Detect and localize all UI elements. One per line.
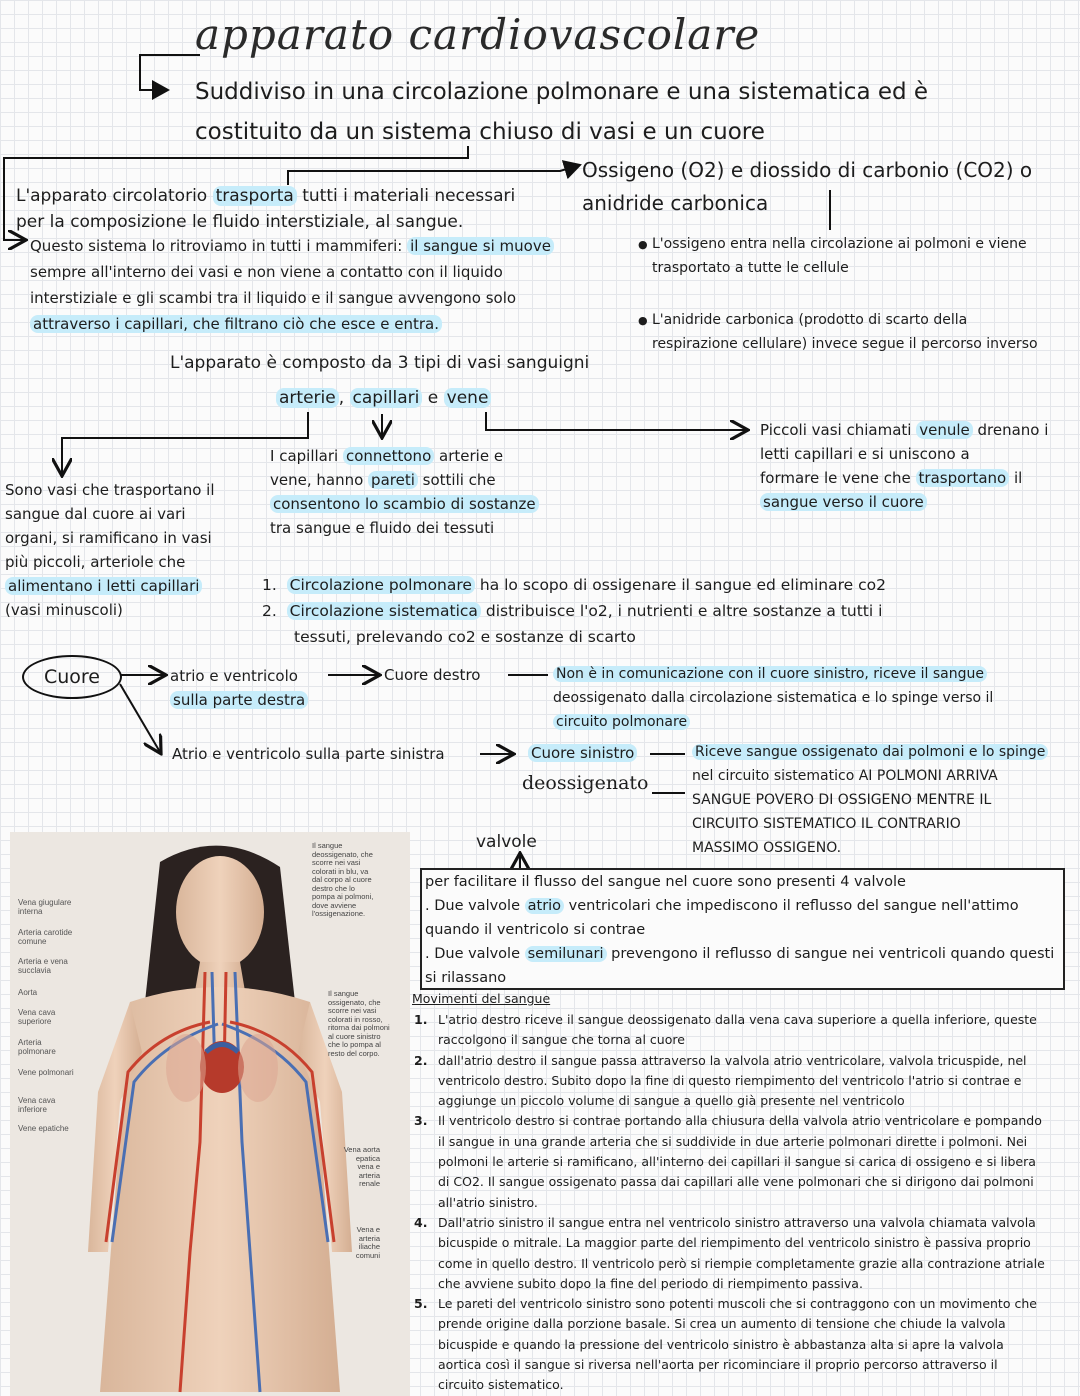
text-span: il xyxy=(1009,469,1023,487)
highlight-text: trasportano xyxy=(916,469,1010,487)
heart-left-side: Atrio e ventricolo sulla parte sinistra xyxy=(172,745,445,763)
text-line: sempre all'interno dei vasi e non viene a contatto con il liquido xyxy=(30,263,503,281)
text-span: , xyxy=(338,388,350,408)
anatomy-figure xyxy=(10,832,410,1396)
text-span: formare le vene che xyxy=(760,469,916,487)
step-number: 4. xyxy=(414,1214,428,1230)
step-line: bicuspide e quando la pressione del ventricolo sinistro è abbastanza alta si apre la valvola xyxy=(438,1336,1004,1352)
highlight-text: arterie xyxy=(276,388,339,408)
step-line: ventricolo destro. Subito dopo la fine di questo riempimento del ventricolo l'atrio si contrae e xyxy=(438,1072,1022,1088)
step-line: L'atrio destro riceve il sangue deossigenato dalla vena cava superiore a quella inferiore, queste xyxy=(438,1012,1037,1027)
step-line: che avviene subito dopo la fine del periodo di riempimento passiva. xyxy=(438,1275,863,1291)
heart-right-side xyxy=(170,664,308,712)
heart-label: Cuore xyxy=(43,666,101,688)
text-span: . Due valvole xyxy=(425,946,525,962)
step-line: Le pareti del ventricolo sinistro sono potenti muscoli che si contraggono con un movimento che xyxy=(438,1296,1037,1312)
figure-label: Vena giugulare interna xyxy=(18,898,72,916)
step-line: raccolgono il sangue che torna al cuore xyxy=(438,1032,685,1048)
figure-label: Vene polmonari xyxy=(18,1068,74,1077)
figure-label: Vena cava inferiore xyxy=(18,1096,56,1114)
highlight-text: pareti xyxy=(368,471,418,489)
highlight-text: attraverso i capillari, che filtrano ciò che esce e entra. xyxy=(30,315,442,333)
step-line: aggiunge un piccolo volume di sangue a quello già presente nel ventricolo xyxy=(438,1093,905,1109)
highlight-text: Cuore sinistro xyxy=(528,744,637,762)
movement-step xyxy=(414,1051,1064,1112)
page-title: apparato cardiovascolare xyxy=(195,10,761,59)
text-span: distribuisce l'o2, i nutrienti e altre sostanze a tutti i xyxy=(480,602,883,620)
text-line: CIRCUITO SISTEMATICO IL CONTRARIO xyxy=(692,816,961,832)
highlight-text: Non è in comunicazione con il cuore sinistro, riceve il sangue xyxy=(553,666,987,682)
text-line: atrio e ventricolo xyxy=(170,667,298,685)
figure-label: Vena e arteria iliache comuni xyxy=(355,1225,380,1260)
text-span: . Due valvole xyxy=(425,898,525,914)
arteries-description xyxy=(5,478,215,622)
highlight-text: trasporta xyxy=(213,186,297,206)
text-span: vene, hanno xyxy=(270,471,369,489)
figure-label: Arteria polmonare xyxy=(18,1038,56,1056)
text-line: organi, si ramificano in vasi xyxy=(5,529,212,547)
text-line: Sono vasi che trasportano il xyxy=(5,481,215,499)
step-line: prende origine dalla porzione basale. Si crea un aumento di tensione che chiude la valvola xyxy=(438,1316,1006,1332)
highlight-text: atrio xyxy=(525,898,564,914)
highlight-text: consentono lo scambio di sostanze xyxy=(270,495,539,513)
text-span: L'apparato circolatorio xyxy=(16,186,213,206)
highlight-text: sulla parte destra xyxy=(170,691,308,709)
step-number: 3. xyxy=(414,1113,428,1129)
movement-step xyxy=(414,1213,1064,1294)
text-span: e xyxy=(422,388,444,408)
text-line: nel circuito sistematico AI POLMONI ARRIVA xyxy=(692,768,998,784)
movement-step xyxy=(414,1294,1064,1395)
right-heart-description xyxy=(553,662,993,734)
text-line: MASSIMO OSSIGENO. xyxy=(692,840,842,856)
text-line: quando il ventricolo si contrae xyxy=(425,922,646,938)
oxygen-bullets xyxy=(652,232,1057,356)
text-span: I capillari xyxy=(270,447,343,465)
system-text xyxy=(30,233,554,337)
highlight-text: vene xyxy=(444,388,492,408)
step-line: come in quello destro. Il ventricolo però si riempie completamente grazie alla contrazione atriale xyxy=(438,1255,1045,1271)
figure-label: Arteria carotide comune xyxy=(18,928,73,946)
highlight-text: Riceve sangue ossigenato dai polmoni e lo spinge xyxy=(692,744,1048,760)
right-heart-label: Cuore destro xyxy=(384,666,481,684)
highlight-text: alimentano i letti capillari xyxy=(5,577,202,595)
highlight-text: connettono xyxy=(343,447,434,465)
text-span: prevengono il reflusso di sangue nei ventricoli quando questi xyxy=(606,946,1055,962)
highlight-text: sangue verso il cuore xyxy=(760,493,927,511)
text-span: tutti i materiali necessari xyxy=(296,186,516,206)
left-heart-description xyxy=(692,740,1048,860)
text-span: Questo sistema lo ritroviamo in tutti i mammiferi: xyxy=(30,237,408,255)
highlight-text: circuito polmonare xyxy=(553,714,690,730)
step-line: circuito sistematico. xyxy=(438,1377,564,1393)
step-line: all'atrio sinistro. xyxy=(438,1194,538,1210)
text-line: deossigenato dalla circolazione sistematica e lo spinge verso il xyxy=(553,690,994,706)
step-line: polmoni le arterie si ramificano, all'interno dei capillari il sangue si carica di ossigeno e si libera xyxy=(438,1154,1036,1170)
list-number: 1. xyxy=(262,576,277,594)
step-line: dall'atrio destro il sangue passa attraverso la valvola atrio ventricolare, valvola tricuspide, nel xyxy=(438,1052,1027,1068)
text-span: drenano i xyxy=(972,421,1049,439)
figure-label: Arteria e vena succlavia xyxy=(18,957,68,975)
text-line: per la composizione le fluido interstiziale, al sangue. xyxy=(16,212,464,232)
intro-line: costituito da un sistema chiuso di vasi e un cuore xyxy=(195,119,765,145)
valves-label: valvole xyxy=(476,832,537,852)
text-line: letti capillari e si uniscono a xyxy=(760,445,970,463)
step-line: il sangue in una grande arteria che si suddivide in due arterie polmonari dirette i polmoni. Nei xyxy=(438,1133,1028,1149)
text-line: (vasi minuscoli) xyxy=(5,601,123,619)
step-number: 1. xyxy=(414,1012,428,1027)
gas-line: Ossigeno (O2) e diossido di carbonio (CO2) o xyxy=(582,158,1033,182)
deoxygenated-label: deossigenato xyxy=(522,772,649,794)
text-line: sangue dal cuore ai vari xyxy=(5,505,186,523)
text-line: tessuti, prelevando co2 e sostanze di scarto xyxy=(294,628,636,646)
valves-box xyxy=(420,868,1065,990)
heart-oval xyxy=(22,655,122,699)
step-line: bicuspide o mitrale. La maggior parte del riempimento del ventricolo sinistro è passiva proprio xyxy=(438,1235,1031,1251)
text-span: arterie e xyxy=(434,447,504,465)
text-line: più piccoli, arteriole che xyxy=(5,553,186,571)
highlight-text: Circolazione polmonare xyxy=(287,576,475,594)
highlight-text: Circolazione sistematica xyxy=(287,602,481,620)
step-line: di CO2. Il sangue ossigenato passa dai capillari alle vene polmonari che si dirigono dai polmoni xyxy=(438,1174,1034,1190)
composed-text: L'apparato è composto da 3 tipi di vasi sanguigni xyxy=(170,353,590,373)
text-span: sottili che xyxy=(417,471,496,489)
highlight-text: capillari xyxy=(350,388,423,408)
vessel-types xyxy=(276,385,491,411)
text-span: ha lo scopo di ossigenare il sangue ed eliminare co2 xyxy=(474,576,886,594)
movements-list xyxy=(414,1010,1064,1396)
text-line: si rilassano xyxy=(425,970,507,986)
figure-caption-blue: Il sangue deossigenato, che scorre nei vasi colorati in blu, va dal corpo al cuore destro che lo pompa ai polmoni, dove avviene l'ossigenazione. xyxy=(312,841,374,918)
transport-text xyxy=(16,183,515,235)
highlight-text: il sangue si muove xyxy=(407,237,554,255)
list-number: 2. xyxy=(262,602,277,620)
step-line: aortica così il sangue si riversa nell'aorta per ricominciare il proprio percorso attraverso il xyxy=(438,1357,998,1373)
figure-label: Vene epatiche xyxy=(18,1124,69,1133)
veins-description xyxy=(760,418,1048,514)
figure-caption-red: Il sangue ossigenato, che scorre nei vasi colorati in rosso, ritorna dai polmoni al cuore sinistro che lo pompa al resto del corpo. xyxy=(328,989,390,1058)
text-span: ventricolari che impediscono il reflusso del sangue nell'attimo xyxy=(564,898,1019,914)
movements-title: Movimenti del sangue xyxy=(412,991,551,1006)
highlight-text: semilunari xyxy=(525,946,607,962)
step-line: Il ventricolo destro si contrae portando alla chiusura della valvola atrio ventricolare e pompando xyxy=(438,1113,1042,1129)
text-line: interstiziale e gli scambi tra il liquido e il sangue avvengono solo xyxy=(30,289,517,307)
step-number: 2. xyxy=(414,1052,428,1068)
gas-line: anidride carbonica xyxy=(582,191,769,215)
circulation-list xyxy=(262,572,886,650)
text-line: tra sangue e fluido dei tessuti xyxy=(270,519,495,537)
step-line: Dall'atrio sinistro il sangue entra nel ventricolo sinistro attraverso una valvola chiamata valvola xyxy=(438,1214,1036,1230)
capillaries-description xyxy=(270,444,539,540)
text-line: per facilitare il flusso del sangue nel cuore sono presenti 4 valvole xyxy=(425,874,906,890)
figure-label: Vena cava superiore xyxy=(18,1008,56,1026)
text-line: SANGUE POVERO DI OSSIGENO MENTRE IL xyxy=(692,792,992,808)
intro-text xyxy=(195,72,928,152)
intro-line: Suddiviso in una circolazione polmonare e una sistematica ed è xyxy=(195,79,929,105)
step-number: 5. xyxy=(414,1296,428,1312)
movement-step xyxy=(414,1010,1064,1051)
figure-label: Vena aorta epatica vena e arteria renale xyxy=(343,1145,380,1188)
highlight-text: venule xyxy=(916,421,973,439)
text-span: Piccoli vasi chiamati xyxy=(760,421,917,439)
movement-step xyxy=(414,1111,1064,1212)
bullet-item: ● L'ossigeno entra nella circolazione ai polmoni e viene trasportato a tutte le cellule xyxy=(652,232,1057,280)
left-heart-label xyxy=(528,741,637,765)
figure-label: Aorta xyxy=(18,988,38,997)
bullet-item: ● L'anidride carbonica (prodotto di scarto della respirazione cellulare) invece segue il percorso inverso xyxy=(652,308,1057,356)
gas-note xyxy=(582,154,1032,220)
